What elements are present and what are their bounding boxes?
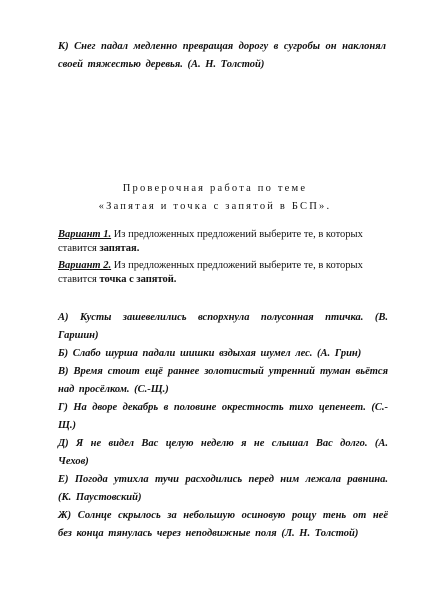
option-g: Г) На дворе декабрь в половине окрестность тихо цепенеет. (С.-Щ.): [58, 402, 388, 431]
variant-2-label: Вариант 2.: [58, 260, 112, 271]
test-title-line-1: Проверочная работа по теме: [122, 183, 308, 194]
option-e: Е) Погода утихла тучи расходились перед ним лежала равнина. (К. Паустовский): [58, 474, 388, 503]
option-zh: Ж) Солнце скрылось за небольшую осиновую рощу тень от неё без конца тянулась через неподвижные поля (Л. Н. Толстой): [58, 510, 388, 539]
option-v: В) Время стоит ещё раннее золотистый утренний туман вьётся над просёлком. (С.-Щ.): [58, 366, 388, 395]
variant-1: [58, 228, 388, 256]
variant-1-label: Вариант 1.: [58, 229, 112, 240]
test-title: [40, 180, 390, 216]
variant-2: [58, 259, 388, 287]
option-b: Б) Слабо шуршa падали шишки вздыхая шумел лес. (А. Грин): [58, 348, 362, 359]
variant-1-emphasis: запятая.: [99, 243, 140, 254]
option-d: Д) Я не видел Вас целую неделю я не слышал Вас долго. (А. Чехов): [58, 438, 388, 467]
sentence-k: К) Снег падал медленно превращая дорогу в сугробы он наклонял своей тяжестью деревья. (А. Н. Толстой): [58, 41, 386, 70]
variant-2-emphasis: точка с запятой.: [99, 274, 177, 285]
options-list: [58, 309, 388, 543]
variant-1-text: Из предложенных предложений выберите те, в которых ставится: [58, 229, 363, 254]
test-title-line-2: «Запятая и точка с запятой в БСП».: [98, 201, 332, 212]
variant-2-text: Из предложенных предложений выберите те, в которых ставится: [58, 260, 363, 285]
option-a: А) Кусты зашевелились вспорхнула полусонная птичка. (В. Гаршин): [58, 312, 388, 341]
variants-block: [58, 228, 388, 290]
